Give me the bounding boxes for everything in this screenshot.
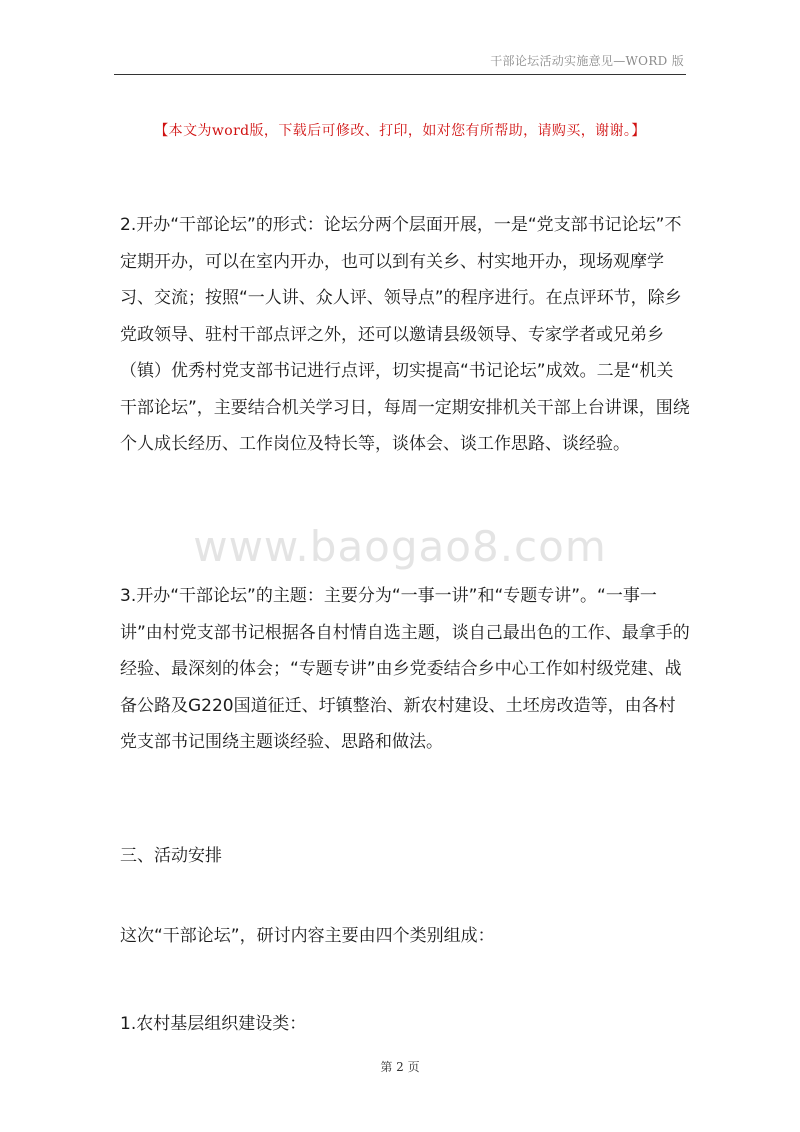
paragraph-intro: 这次“干部论坛”，研讨内容主要由四个类别组成： — [120, 926, 495, 946]
page-number: 第 2 页 — [380, 1060, 420, 1074]
purchase-notice: 【本文为word版，下载后可修改、打印，如对您有所帮助，请购买，谢谢。】 — [154, 123, 646, 139]
header-divider — [114, 74, 686, 75]
list-item-1: 1.农村基层组织建设类： — [120, 1014, 307, 1034]
paragraph-forum-theme: 3.开办“干部论坛”的主题：主要分为“一事一讲”和“专题专讲”。“一事一讲”由村党支部书记根据各自村情自选主题，谈自己最出色的工作、最拿手的经验、最深刻的体会；“专题专讲”由乡党委结合乡中心工作如村级党建、战备公路及G220国道征迁、圩镇整治、新农村建设、土坯房改造等，由各村党支部书记围绕主题谈经验、思路和做法。 — [120, 586, 690, 752]
running-header: 干部论坛活动实施意见—WORD 版 — [490, 54, 684, 68]
paragraph-forum-format: 2.开办“干部论坛”的形式：论坛分两个层面开展，一是“党支部书记论坛”不定期开办，可以在室内开办，也可以到有关乡、村实地开办，现场观摩学习、交流；按照“一人讲、众人评、领导点”的程序进行。在点评环节，除乡党政领导、驻村干部点评之外，还可以邀请县级领导、专家学者或兄弟乡（镇）优秀村党支部书记进行点评，切实提高“书记论坛”成效。二是“机关干部论坛”，主要结合机关学习日，每周一定期安排机关干部上台讲课，围绕个人成长经历、工作岗位及特长等，谈体会、谈工作思路、谈经验。 — [120, 215, 690, 454]
section-heading: 三、活动安排 — [120, 846, 222, 866]
watermark: www.baogao8.com — [193, 522, 607, 571]
